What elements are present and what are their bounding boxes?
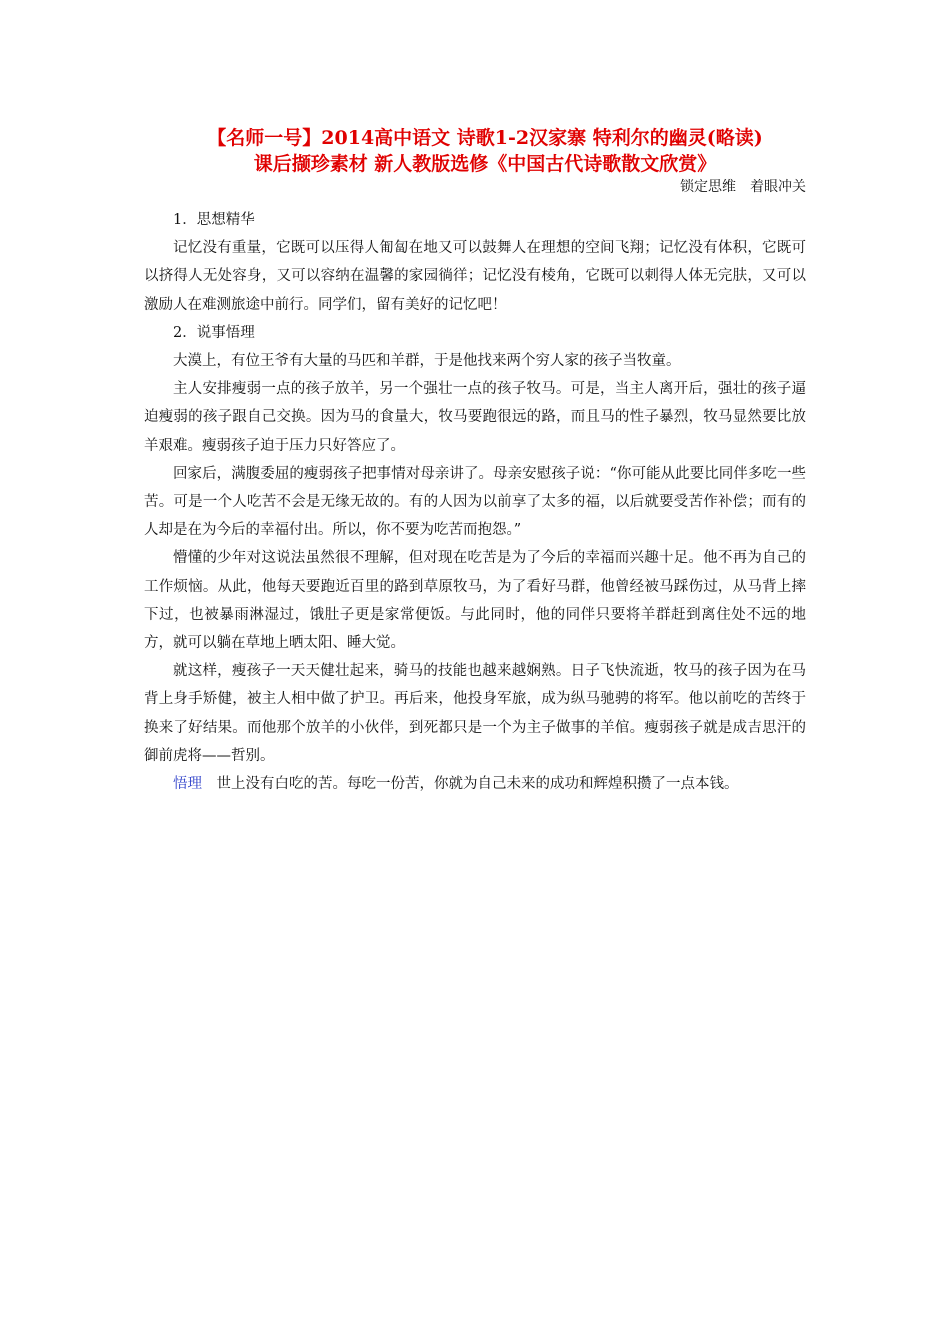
- story-paragraph-4: 懵懂的少年对这说法虽然很不理解，但对现在吃苦是为了今后的幸福而兴趣十足。他不再为自己的工作烦恼。从此，他每天要跑近百里的路到草原牧马，为了看好马群，他曾经被马踩伤过，从马背上摔下过，也被暴雨淋湿过，饿肚子更是家常便饭。与此同时，他的同伴只要将羊群赶到离住处不远的地方，就可以躺在草地上晒太阳、睡大觉。: [144, 550, 806, 652]
- section2-heading: 2．说事悟理: [173, 324, 255, 341]
- story-paragraph-1: 大漠上，有位王爷有大量的马匹和羊群，于是他找来两个穷人家的孩子当牧童。: [173, 353, 681, 370]
- story-paragraph-5: 就这样，瘦孩子一天天健壮起来，骑马的技能也越来越娴熟。日子飞快流逝，牧马的孩子因为在马背上身手矫健，被主人相中做了护卫。再后来，他投身军旅，成为纵马驰骋的将军。他以前吃的苦终于换来了好结果。而他那个放羊的小伙伴，到死都只是一个为主子做事的羊倌。瘦弱孩子就是成吉思汗的御前虎将——哲别。: [144, 663, 806, 764]
- document-subtitle: 锁定思维 着眼冲关: [680, 179, 806, 195]
- document-body: [144, 206, 806, 798]
- document-title-line1: 【名师一号】2014高中语文 诗歌1-2汉家寨 特利尔的幽灵(略读): [207, 127, 763, 149]
- story-paragraph-3: 回家后，满腹委屈的瘦弱孩子把事情对母亲讲了。母亲安慰孩子说：“你可能从此要比同伴多吃一些苦。可是一个人吃苦不会是无缘无故的。有的人因为以前享了太多的福，以后就要受苦作补偿；而有的人却是在为今后的幸福付出。所以，你不要为吃苦而抱怨。”: [144, 465, 806, 539]
- insight-text: 世上没有白吃的苦。每吃一份苦，你就为自己未来的成功和辉煌积攒了一点本钱。: [202, 776, 739, 793]
- story-paragraph-2: 主人安排瘦弱一点的孩子放羊，另一个强壮一点的孩子牧马。可是，当主人离开后，强壮的孩子逼迫瘦弱的孩子跟自己交换。因为马的食量大，牧马要跑很远的路，而且马的性子暴烈，牧马显然要比放羊艰难。瘦弱孩子迫于压力只好答应了。: [144, 381, 806, 454]
- document-title-line2: 课后撷珍素材 新人教版选修《中国古代诗歌散文欣赏》: [253, 153, 717, 175]
- section1-heading: 1．思想精华: [173, 212, 255, 228]
- insight-paragraph: [144, 770, 806, 798]
- section1-paragraph: 记忆没有重量，它既可以压得人匍匐在地又可以鼓舞人在理想的空间飞翔；记忆没有体积，它既可以挤得人无处容身，又可以容纳在温馨的家园徜徉；记忆没有棱角，它既可以刺得人体无完肤，又可以激励人在难测旅途中前行。同学们，留有美好的记忆吧！: [144, 240, 806, 313]
- insight-label: 悟理: [173, 776, 202, 793]
